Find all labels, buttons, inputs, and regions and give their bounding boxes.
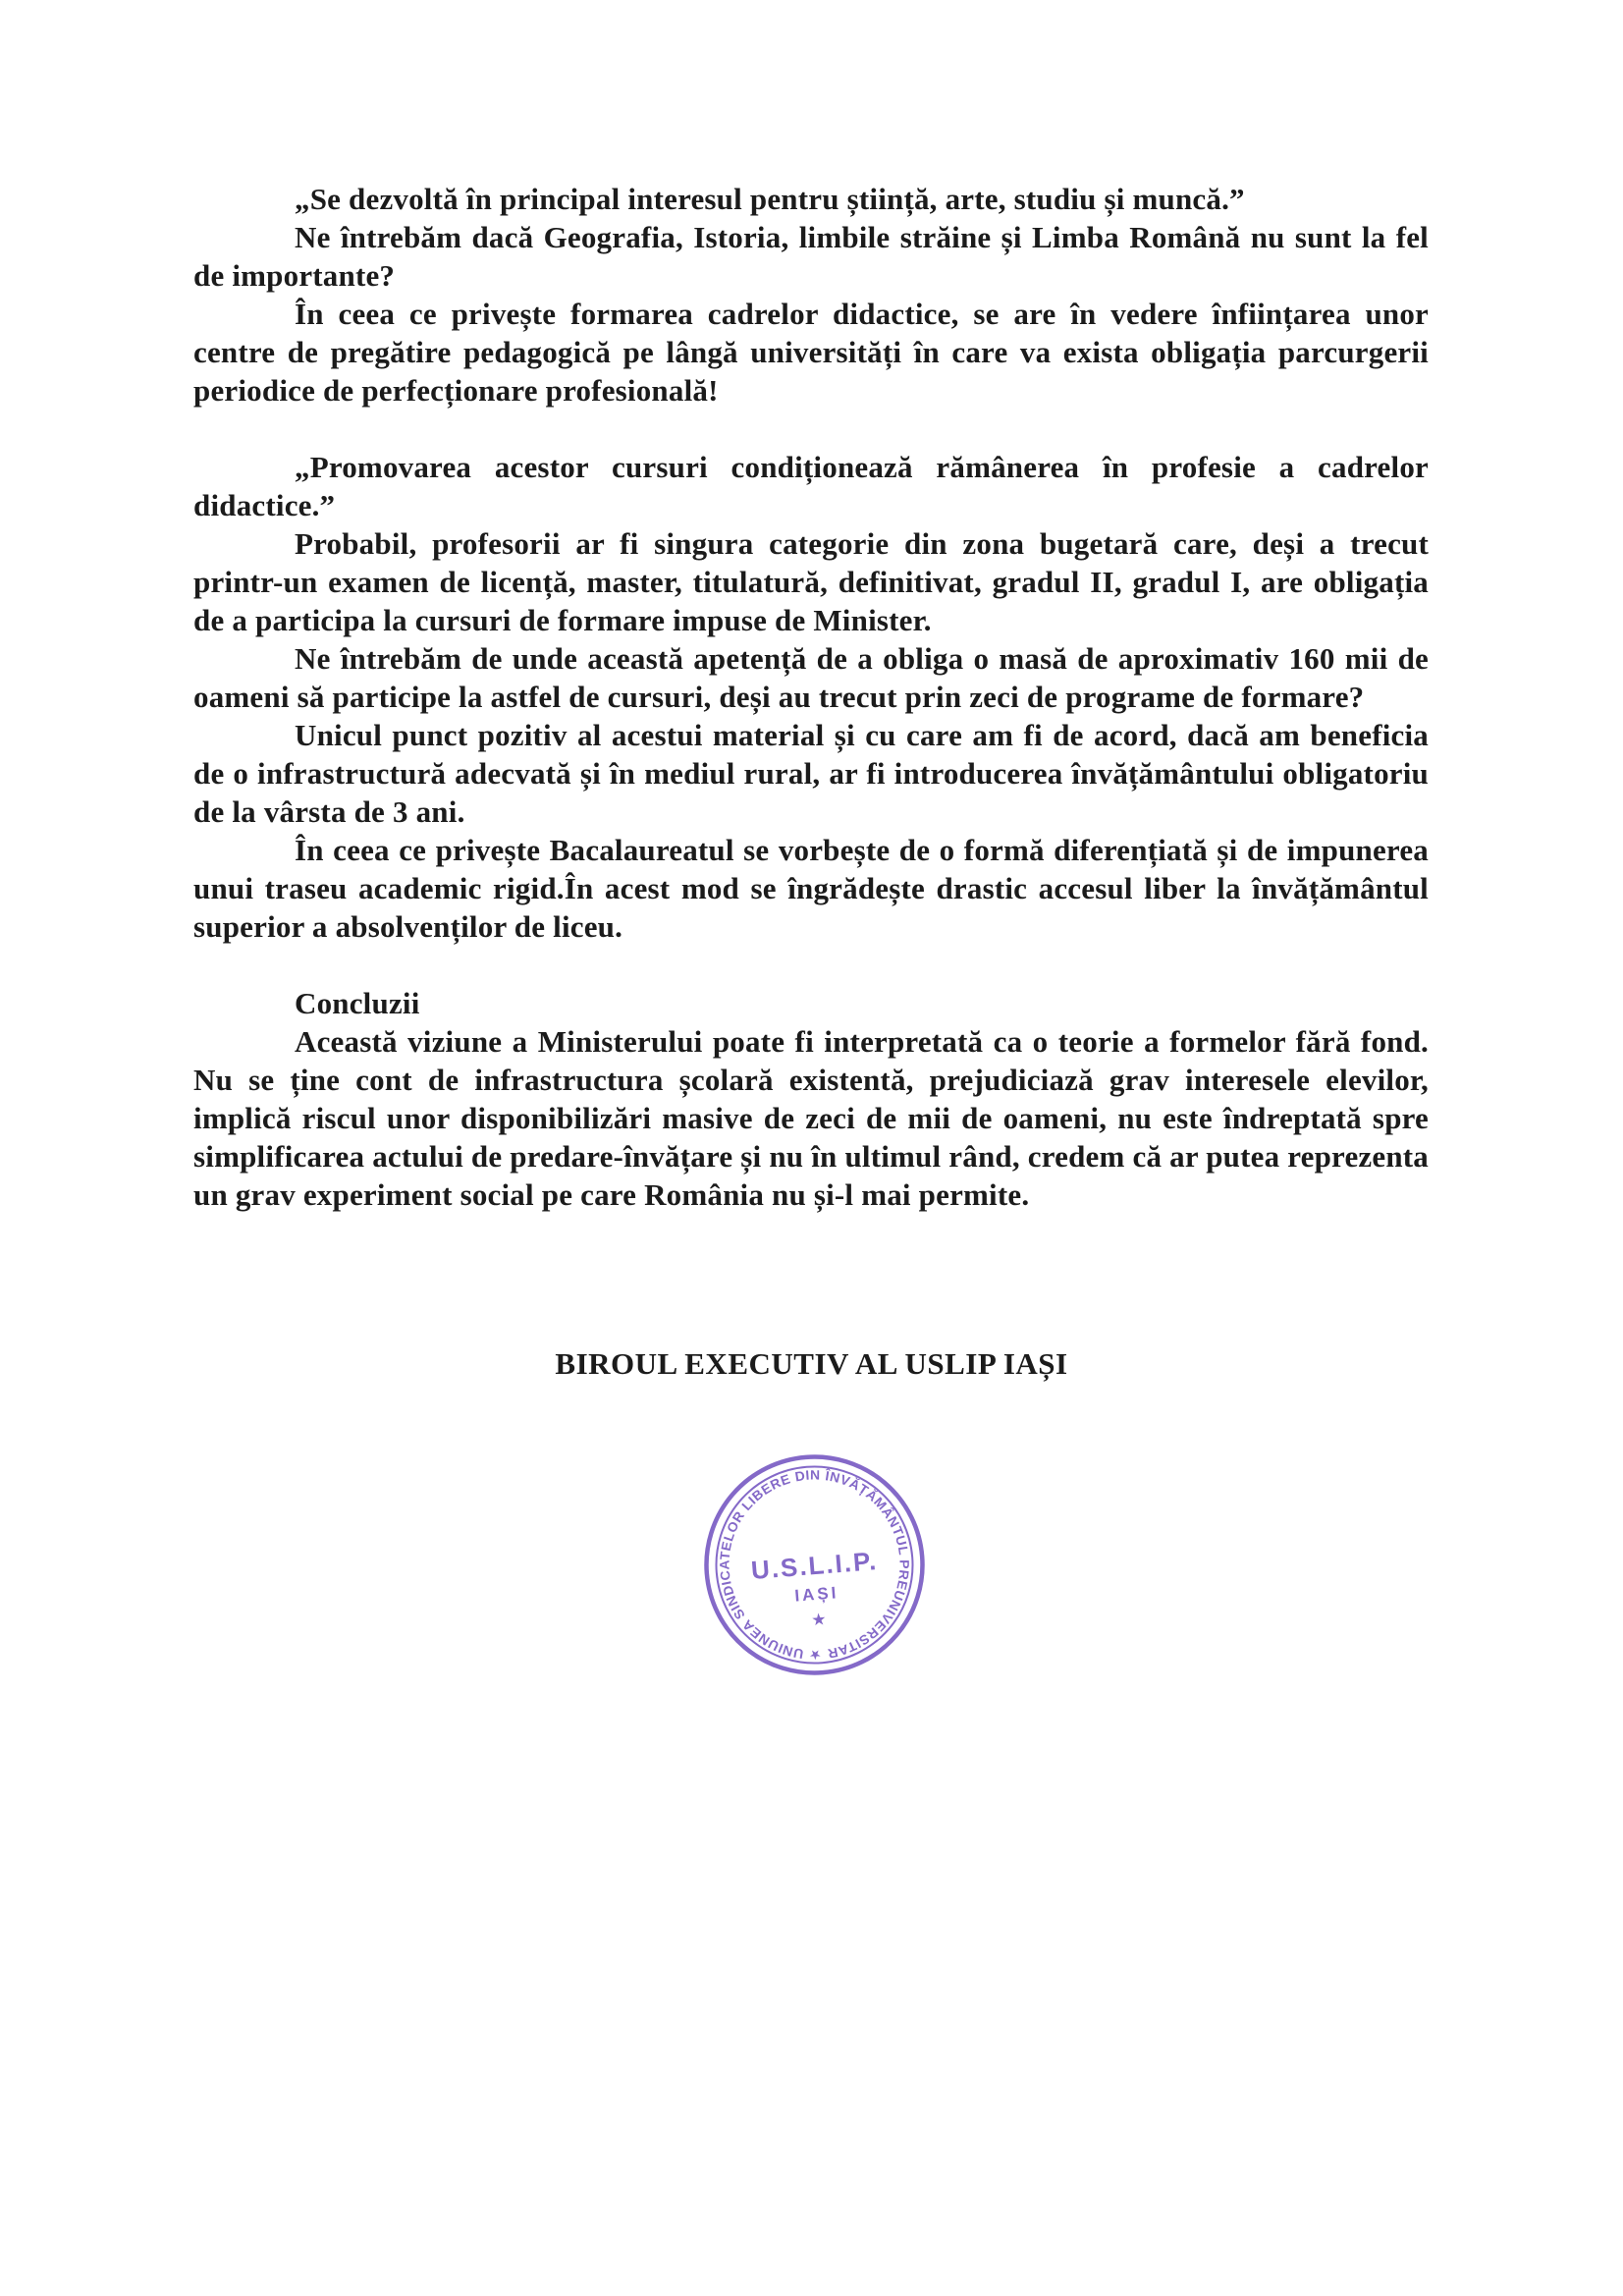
signature-heading: BIROUL EXECUTIV AL USLIP IAȘI: [555, 1346, 1068, 1381]
paragraph-probabil: Probabil, profesorii ar fi singura categorie din zona bugetară care, deși a trecut printr-un examen de licență, master, titulatură, definitivat, gradul II, gradul I, are obligația de a participa la cursuri de formare impuse de Minister.: [193, 526, 1429, 637]
paragraph-question-1: Ne întrebăm dacă Geografia, Istoria, limbile străine și Limba Română nu sunt la fel de importante?: [193, 220, 1429, 293]
paragraph-concluzii-title: Concluzii: [295, 986, 420, 1020]
stamp-graphic: [690, 1441, 939, 1689]
stamp-star-icon: ★: [810, 1610, 828, 1630]
paragraph-quote-1: „Se dezvoltă în principal interesul pentru știință, arte, studiu și muncă.”: [295, 182, 1245, 216]
document-body: [193, 180, 1429, 1214]
stamp-acronym: U.S.L.I.P.: [749, 1545, 880, 1586]
paragraph-punct-pozitiv: Unicul punct pozitiv al acestui material și cu care am fi de acord, dacă am beneficia de o infrastructură adecvată și în mediul rural, ar fi introducerea învățământului obligatoriu de la vârsta de 3 ani.: [193, 718, 1429, 829]
paragraph-question-2: Ne întrebăm de unde această apetență de a obliga o masă de aproximativ 160 mii de oameni să participe la astfel de cursuri, deși au trecut prin zeci de programe de formare?: [193, 641, 1429, 714]
paragraph-formare: În ceea ce privește formarea cadrelor didactice, se are în vedere înființarea unor centre de pregătire pedagogică pe lângă universități în care va exista obligația parcurgerii periodice de perfecționare profesională!: [193, 297, 1429, 408]
paragraph-concluzii-body: Această viziune a Ministerului poate fi interpretată ca o teorie a formelor fără fond. Nu se ține cont de infrastructura școlară existentă, prejudiciază grav interesele elevilor, implică riscul unor disponibilizări masive de zeci de mii de oameni, nu este îndreptată spre simplificarea actului de predare-învățare și nu în ultimul rând, credem că ar putea reprezenta un grav experiment social pe care România nu și-l mai permite.: [193, 1024, 1429, 1212]
stamp-city: IAȘI: [793, 1583, 840, 1606]
stamp-ring-textpath: ★ UNIUNEA SINDICATELOR LIBERE DIN ÎNVĂȚĂMÂNTUL PREUNIVERSITAR: [717, 1467, 912, 1663]
paragraph-quote-2: „Promovarea acestor cursuri condiționează rămânerea în profesie a cadrelor didactice.”: [193, 450, 1429, 522]
stamp: [690, 1441, 939, 1689]
paragraph-bacalaureat: În ceea ce privește Bacalaureatul se vorbește de o formă diferențiată și de impunerea unui traseu academic rigid.În acest mod se îngrădește drastic accesul liber la învățământul superior a absolvenților de liceu.: [193, 833, 1429, 944]
